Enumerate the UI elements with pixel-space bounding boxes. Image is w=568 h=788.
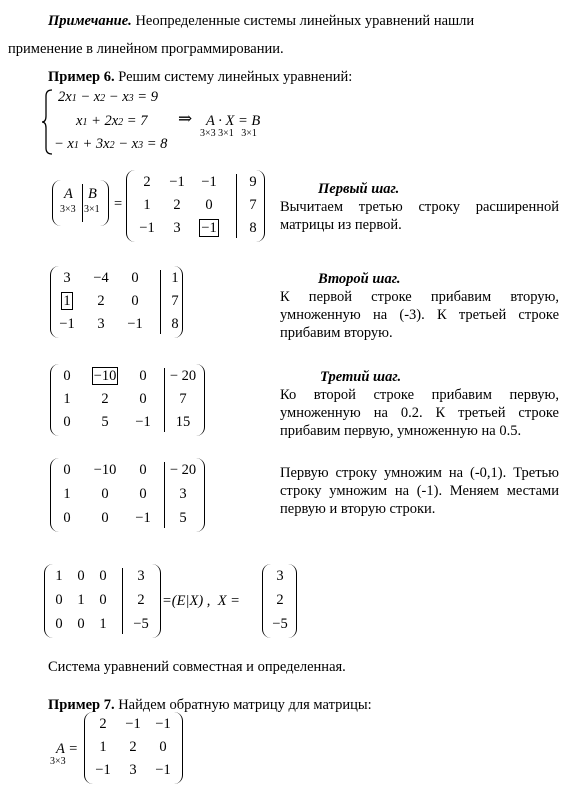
matrix-cell: 0 (159, 739, 167, 755)
matrix-cell: −1 (95, 762, 111, 778)
example7-label: Пример 7. (48, 697, 115, 713)
step1-lhs-a: A (64, 186, 73, 202)
matrix-cell: − 20 (169, 368, 197, 384)
matrix-cell: 1 (63, 293, 71, 309)
matrix-cell: 1 (63, 486, 71, 502)
step2-title: Второй шаг. (318, 271, 401, 287)
matrix-cell: 2 (137, 592, 145, 608)
step1-lhs-b: B (88, 186, 97, 202)
matrix-cell: −1 (201, 174, 217, 190)
matrix-cell: 1 (99, 739, 107, 755)
matrix-cell: 0 (205, 197, 213, 213)
example6-text: Решим систему линейных уравнений: (118, 69, 353, 85)
note-label: Примечание. (48, 13, 132, 29)
matrix-cell: 7 (179, 391, 187, 407)
matrix-cell: −1 (59, 316, 75, 332)
result-x (262, 564, 298, 638)
note-line2: применение в линейном программировании. (8, 41, 284, 57)
matrix-cell: 1 (77, 592, 85, 608)
matrix-cell: 8 (171, 316, 179, 332)
matrix-product-dims: 3×3 3×1 3×1 (200, 128, 257, 139)
matrix-cell: 0 (139, 462, 147, 478)
matrix-cell: 0 (77, 616, 85, 632)
matrix-cell: 2 (97, 293, 105, 309)
matrix-cell: 3 (97, 316, 105, 332)
equation-1: 2x1 − x2 − x3 = 9 (58, 89, 158, 105)
matrix-cell: 3 (173, 220, 181, 236)
matrix-cell: 9 (249, 174, 257, 190)
matrix-cell: −10 (93, 368, 117, 384)
matrix-cell: 1 (171, 270, 179, 286)
matrix-cell: − 20 (169, 462, 197, 478)
x-vector-cell: −5 (272, 616, 288, 632)
matrix-cell: 0 (55, 592, 63, 608)
step1-matrix (126, 170, 266, 242)
equation-system (40, 88, 200, 156)
matrix-cell: 3 (179, 486, 187, 502)
matrix-cell: −4 (93, 270, 109, 286)
example6-heading (48, 68, 352, 86)
conclusion: Система уравнений совместная и определенная. (48, 659, 346, 675)
matrix-cell: 3 (63, 270, 71, 286)
matrix-cell: 0 (63, 462, 71, 478)
matrix-cell: 1 (63, 391, 71, 407)
matrix-cell: 2 (99, 716, 107, 732)
example6-label: Пример 6. (48, 69, 115, 85)
note-paragraph (8, 12, 560, 30)
matrix-cell: 0 (99, 568, 107, 584)
matrix-cell: 5 (179, 510, 187, 526)
matrix-cell: 0 (63, 368, 71, 384)
step3-title: Третий шаг. (320, 369, 402, 385)
matrix-cell: 0 (55, 616, 63, 632)
matrix-cell: 3 (129, 762, 137, 778)
matrix-cell: −10 (93, 462, 117, 478)
matrix-cell: −1 (169, 174, 185, 190)
matrix-cell: 0 (63, 510, 71, 526)
matrix-cell: 0 (139, 391, 147, 407)
matrix-cell: 2 (173, 197, 181, 213)
matrix-cell: 5 (101, 414, 109, 430)
brace-icon (40, 88, 54, 156)
matrix-cell: −1 (135, 510, 151, 526)
matrix-cell: 1 (55, 568, 63, 584)
step1-lhs-a-dim: 3×3 (60, 204, 76, 215)
matrix-cell: 15 (175, 414, 191, 430)
step4-text: Первую строку умножим на (-0,1). Третью строку умножим на (-1). Меняем местами первую и вторую строки. (280, 465, 559, 517)
matrix-cell: 8 (249, 220, 257, 236)
matrix-cell: 1 (143, 197, 151, 213)
matrix-cell: 0 (131, 270, 139, 286)
matrix-cell: 0 (63, 414, 71, 430)
implies-arrow: ⇒ (178, 109, 193, 128)
result-matrix (44, 564, 162, 638)
matrix-cell: −1 (155, 762, 171, 778)
matrix-cell: −1 (135, 414, 151, 430)
step1-text: Вычитаем третью строку расширенной матрицы из первой. (280, 199, 559, 233)
matrix-cell: −1 (155, 716, 171, 732)
step2-matrix (50, 266, 184, 338)
matrix-cell: 0 (101, 510, 109, 526)
matrix-cell: 0 (101, 486, 109, 502)
equals-sign: = (114, 196, 123, 212)
matrix-cell: 0 (131, 293, 139, 309)
matrix-cell: 0 (139, 368, 147, 384)
matrix-cell: 7 (171, 293, 179, 309)
matrix-cell: −5 (133, 616, 149, 632)
step2-text: К первой строке прибавим вторую, умноженную на (-3). К третьей строке прибавим вторую. (280, 289, 559, 341)
equation-2: x1 + 2x2 = 7 (76, 113, 148, 129)
matrix-cell: −1 (127, 316, 143, 332)
matrix-cell: 2 (143, 174, 151, 190)
matrix-cell: 3 (137, 568, 145, 584)
matrix-cell: 2 (129, 739, 137, 755)
matrix-cell: 0 (139, 486, 147, 502)
matrix-cell: 7 (249, 197, 257, 213)
matrix-cell: 0 (99, 592, 107, 608)
matrix-cell: 2 (101, 391, 109, 407)
x-vector-cell: 2 (276, 592, 284, 608)
step3-matrix (50, 364, 206, 436)
example7-matrix (84, 712, 184, 784)
matrix-product: A · X = B (206, 113, 261, 129)
equation-3: − x1 + 3x2 − x3 = 8 (54, 136, 168, 152)
example7-text: Найдем обратную матрицу для матрицы: (118, 697, 372, 713)
matrix-cell: −1 (125, 716, 141, 732)
step1-lhs-b-dim: 3×1 (84, 204, 100, 215)
step1-title: Первый шаг. (318, 181, 400, 197)
matrix-cell: 0 (77, 568, 85, 584)
step1-lhs (52, 180, 112, 226)
note-line1: Неопределенные системы линейных уравнений нашли (135, 13, 475, 29)
step4-matrix (50, 458, 206, 532)
x-vector-cell: 3 (276, 568, 284, 584)
matrix-cell: 1 (99, 616, 107, 632)
step3-text: Ко второй строке прибавим первую, умноженную на 0.2. К третьей строке прибавим первую, умноженную на 0.5. (280, 387, 559, 439)
example7-lhs: A = (56, 741, 79, 757)
result-eq: =(E|X) , X = (162, 593, 240, 609)
matrix-cell: −1 (201, 220, 217, 236)
example7-lhs-dim: 3×3 (50, 756, 66, 767)
matrix-cell: −1 (139, 220, 155, 236)
